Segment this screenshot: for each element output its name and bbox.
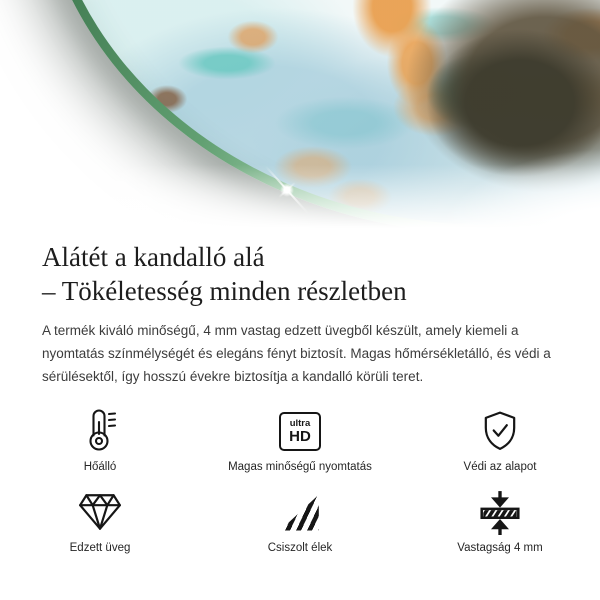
shield-check-icon (481, 410, 519, 452)
feature-label: Hőálló (83, 461, 117, 473)
feature-label: Csiszolt élek (267, 542, 333, 554)
title-line-2: – Tökéletesség minden részletben (42, 276, 407, 306)
product-image (0, 0, 600, 235)
feature-label: Védi az alapot (463, 461, 537, 473)
feature-heat-resistant (0, 408, 200, 473)
ultra-hd-text-top: ultra (289, 417, 311, 429)
thickness-icon (477, 489, 523, 535)
title-line-1: Alátét a kandalló alá (42, 242, 265, 272)
feature-ultra-hd-print (200, 408, 400, 473)
diamond-icon (77, 492, 123, 532)
page-title (42, 240, 560, 308)
glass-disc-marble-print (45, 0, 600, 225)
feature-polished-edges (200, 489, 400, 554)
product-text-block (0, 235, 600, 388)
thermometer-icon (83, 408, 117, 454)
ultra-hd-icon (279, 412, 321, 451)
ultra-hd-text-bottom: HD (289, 427, 311, 445)
product-description: A termék kiváló minőségű, 4 mm vastag edzett üvegből készült, amely kiemeli a nyomtatás színmélységét és elegáns fényt biztosít. Magas hőmérsékletálló, és védi a sérülésektől, így hosszú évekre biztosítja a kandalló körüli teret. (42, 323, 551, 384)
feature-label: Edzett üveg (69, 542, 131, 554)
polished-edge-icon (280, 494, 320, 531)
feature-label: Vastagság 4 mm (457, 542, 543, 554)
feature-protects-base (400, 408, 600, 473)
feature-grid (0, 408, 600, 554)
feature-thickness (400, 489, 600, 554)
feature-label: Magas minőségű nyomtatás (228, 461, 372, 473)
feature-tempered-glass (0, 489, 200, 554)
